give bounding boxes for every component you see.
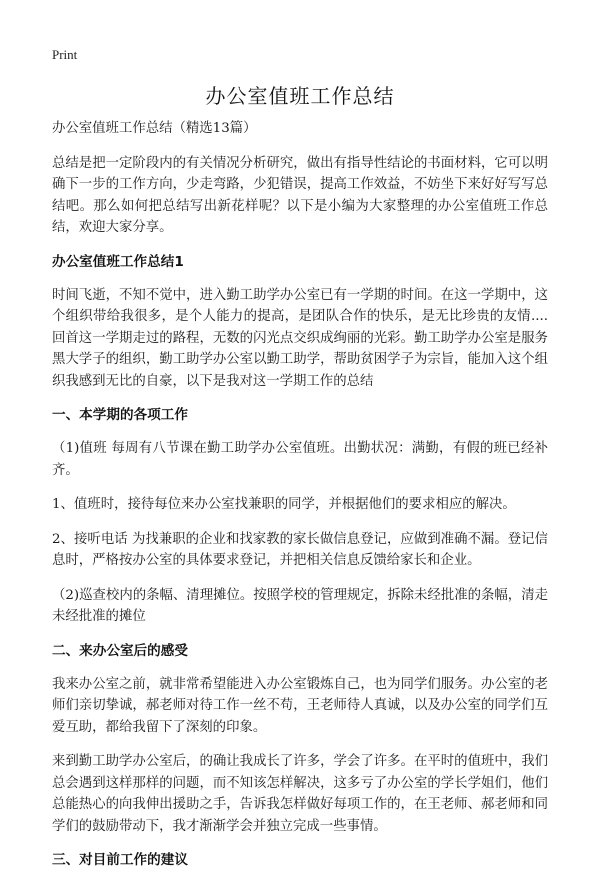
document-body (52, 118, 548, 883)
part1-heading: 一、本学期的各项工作 (52, 407, 188, 423)
document-subtitle: 办公室值班工作总结（精选13篇） (52, 121, 257, 136)
intro-paragraph: 总结是把一定阶段内的有关情况分析研究，做出有指导性结论的书面材料，它可以明确下一步的工作方向，少走弯路，少犯错误，提高工作效益，不妨坐下来好好写写总结吧。那么如何把总结写出新花样呢？以下是小编为大家整理的办公室值班工作总结，欢迎大家分享。 (52, 155, 548, 235)
part2-heading: 二、来办公室后的感受 (52, 642, 188, 659)
part1-paragraph-4: （2)巡查校内的条幅、清理摊位。按照学校的管理规定，拆除未经批准的条幅，清走未经批准的摊位 (52, 587, 548, 624)
print-label: Print (52, 47, 78, 62)
part2-paragraph-1: 我来办公室之前，就非常希望能进入办公室锻炼自己，也为同学们服务。办公室的老师们亲切挚诚，郝老师对待工作一丝不苟，王老师待人真诚，以及办公室的同学们互爱互助，都给我留下了深刻的印象。 (52, 676, 548, 735)
part3-heading: 三、对目前工作的建议 (52, 852, 188, 868)
part2-paragraph-2: 来到勤工助学办公室后，的确让我成长了许多，学会了许多。在平时的值班中，我们总会遇到这样那样的问题，而不知该怎样解决，这多亏了办公室的学长学姐们，他们总能热心的向我伸出援助之手，告诉我怎样做好每项工作的，在王老师、郝老师和同学们的鼓励带动下，我才渐渐学会并独立完成一些事情。 (52, 754, 548, 834)
section-heading-1: 办公室值班工作总结1 (52, 253, 184, 270)
document-title: 办公室值班工作总结 (205, 84, 395, 108)
part1-paragraph-3: 2、接听电话 为找兼职的企业和找家教的家长做信息登记，应做到准确不漏。登记信息时，严格按办公室的具体要求登记，并把相关信息反馈给家长和企业。 (52, 531, 548, 568)
section1-paragraph: 时间飞逝，不知不觉中，进入勤工助学办公室已有一学期的时间。在这一学期中，这个组织带给我很多，是个人能力的提高，是团队合作的快乐，是无比珍贵的友情....回首这一学期走过的路程，无数的闪光点交织成绚丽的光彩。勤工助学办公室是服务黑大学子的组织，勤工助学办公室以勤工助学，帮助贫困学子为宗旨，能加入这个组织我感到无比的自豪，以下是我对这一学期工作的总结 (52, 287, 548, 389)
part1-paragraph-1: （1)值班 每周有八节课在勤工助学办公室值班。出勤状况：满勤，有假的班已经补齐。 (52, 441, 548, 478)
part1-paragraph-2: 1、值班时，接待每位来办公室找兼职的同学，并根据他们的要求相应的解决。 (52, 497, 516, 512)
